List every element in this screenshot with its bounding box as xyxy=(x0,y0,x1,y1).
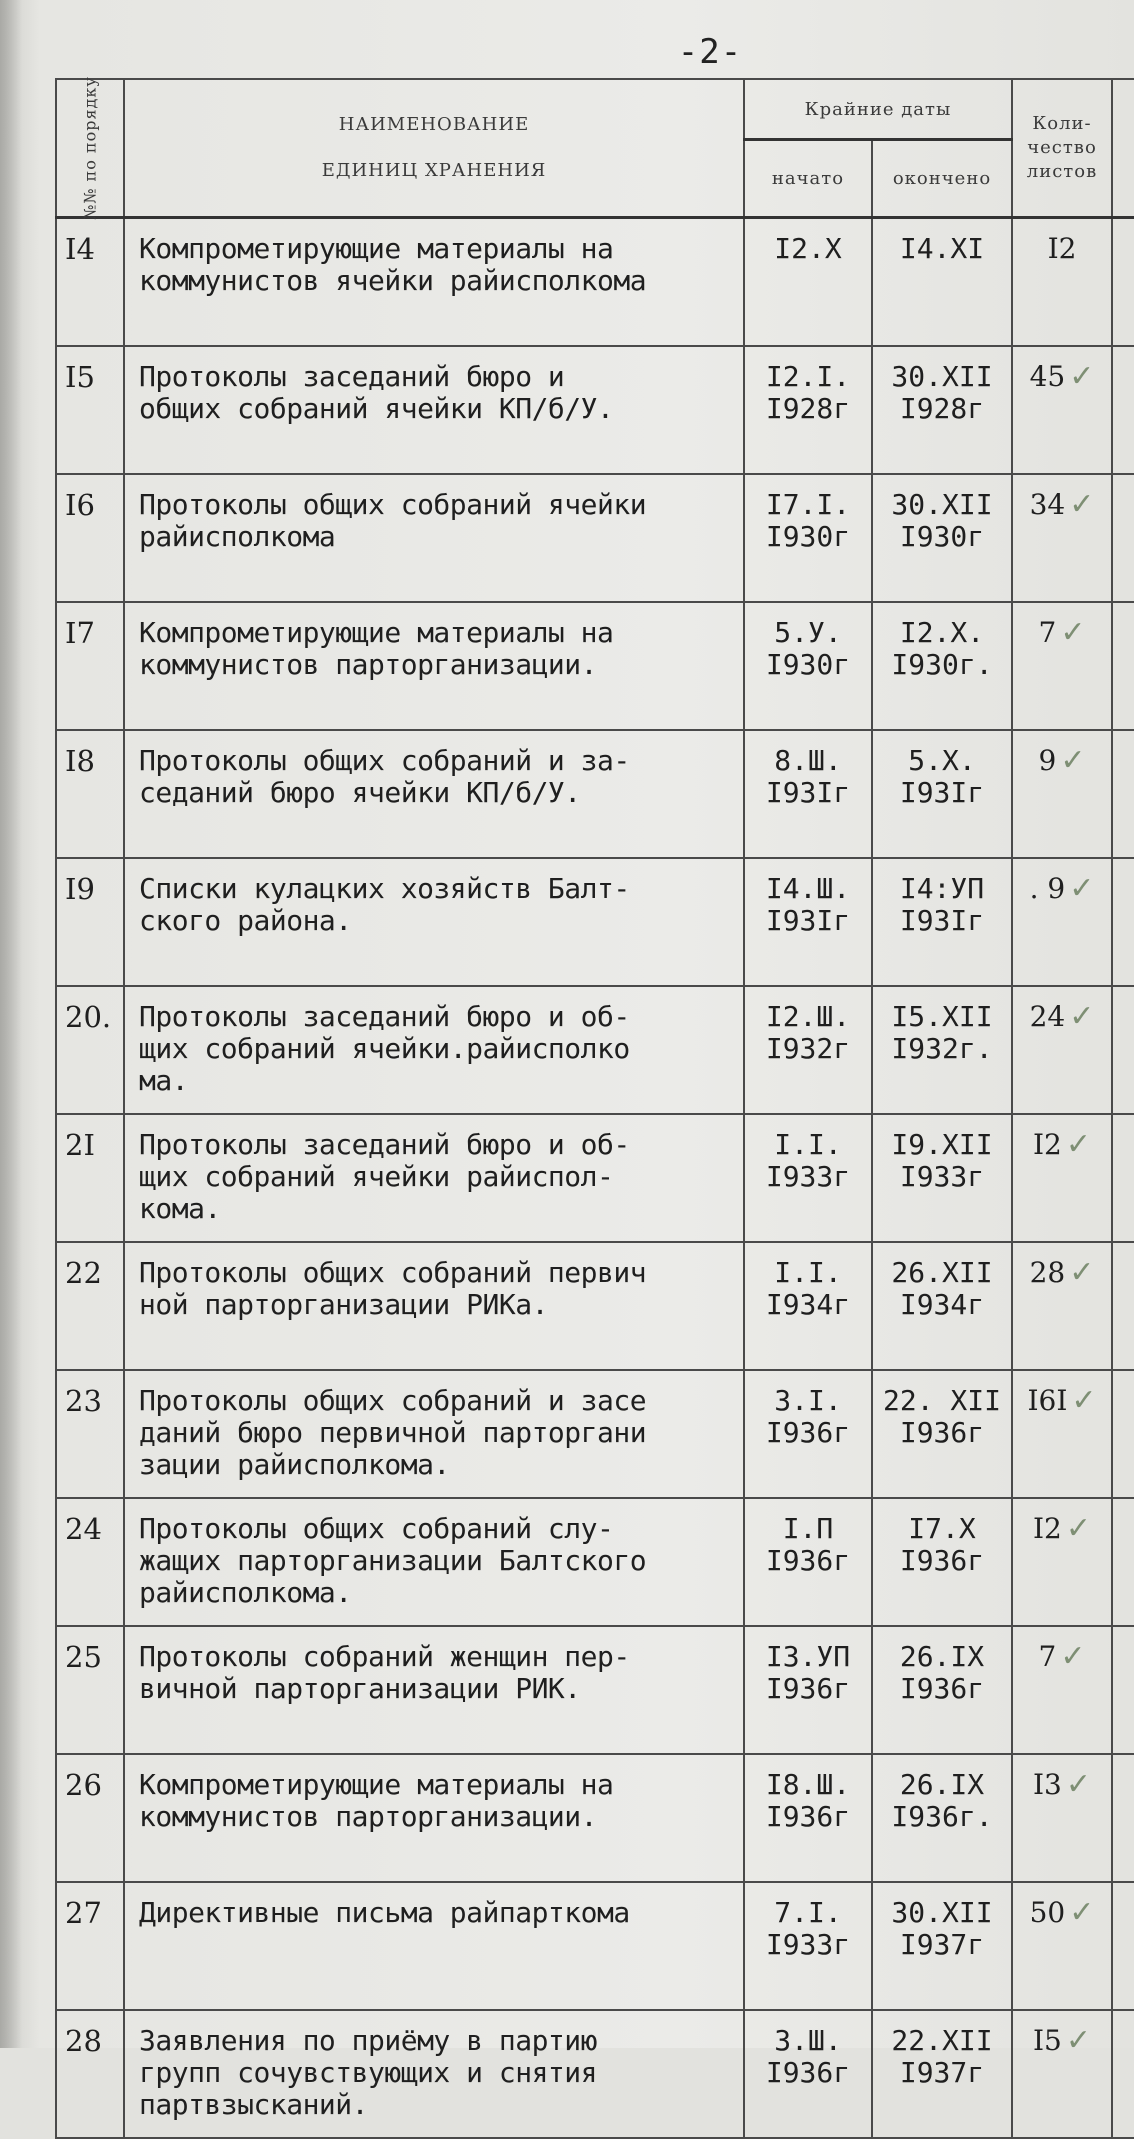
row-end-date: 22. XII I936г xyxy=(872,1370,1012,1498)
row-sheet-count: 34 ✓ xyxy=(1012,474,1112,602)
row-extra xyxy=(1112,1498,1134,1626)
row-number: 25 xyxy=(56,1626,124,1754)
checkmark-icon: ✓ xyxy=(1069,870,1095,906)
row-extra xyxy=(1112,602,1134,730)
row-start-date: I.I. I934г xyxy=(744,1242,872,1370)
row-start-date: I.I. I933г xyxy=(744,1114,872,1242)
row-number: 23 xyxy=(56,1370,124,1498)
row-number: 27 xyxy=(56,1882,124,2010)
row-title: Списки кулацких хозяйств Балт- ского района. xyxy=(124,858,744,986)
row-extra xyxy=(1112,1370,1134,1498)
row-extra xyxy=(1112,474,1134,602)
row-sheet-count: 7 ✓ xyxy=(1012,1626,1112,1754)
row-sheet-count: I2 ✓ xyxy=(1012,1498,1112,1626)
checkmark-icon: ✓ xyxy=(1069,1894,1095,1930)
row-sheet-count: . 9 ✓ xyxy=(1012,858,1112,986)
row-number: 20. xyxy=(56,986,124,1114)
row-end-date: I9.XII I933г xyxy=(872,1114,1012,1242)
row-number: 24 xyxy=(56,1498,124,1626)
row-extra xyxy=(1112,1242,1134,1370)
row-sheet-count: 9 ✓ xyxy=(1012,730,1112,858)
table-row xyxy=(56,1114,1134,1242)
inventory-table xyxy=(55,78,1134,2139)
row-title: Протоколы общих собраний и за- седаний бюро ячейки КП/б/У. xyxy=(124,730,744,858)
checkmark-icon: ✓ xyxy=(1069,486,1095,522)
row-number: I8 xyxy=(56,730,124,858)
table-row xyxy=(56,1626,1134,1754)
checkmark-icon: ✓ xyxy=(1065,1510,1091,1546)
row-number: 2I xyxy=(56,1114,124,1242)
row-sheet-count: 28 ✓ xyxy=(1012,1242,1112,1370)
table-header xyxy=(56,76,1134,220)
row-extra xyxy=(1112,346,1134,474)
header-dates: Крайние даты xyxy=(744,79,1012,140)
row-title: Протоколы заседаний бюро и об- щих собраний ячейки.райисполко ма. xyxy=(124,986,744,1114)
checkmark-icon: ✓ xyxy=(1060,614,1086,650)
checkmark-icon: ✓ xyxy=(1065,2022,1091,2058)
table-row xyxy=(56,1498,1134,1626)
row-start-date: 5.У. I930г xyxy=(744,602,872,730)
row-start-date: I2.X xyxy=(744,218,872,346)
row-title: Протоколы собраний женщин пер- вичной парторганизации РИК. xyxy=(124,1626,744,1754)
table-row xyxy=(56,346,1134,474)
checkmark-icon: ✓ xyxy=(1071,1382,1097,1418)
row-title: Компрометирующие материалы на коммунистов парторганизации. xyxy=(124,602,744,730)
row-title: Протоколы общих собраний и засе даний бюро первичной парторгани зации райисполкома. xyxy=(124,1370,744,1498)
row-end-date: 30.XII I928г xyxy=(872,346,1012,474)
row-start-date: I2.Ш. I932г xyxy=(744,986,872,1114)
row-title: Протоколы заседаний бюро и общих собраний ячейки КП/б/У. xyxy=(124,346,744,474)
row-end-date: I2.X. I930г. xyxy=(872,602,1012,730)
row-sheet-count: 24 ✓ xyxy=(1012,986,1112,1114)
row-end-date: 30.XII I937г xyxy=(872,1882,1012,2010)
table-row xyxy=(56,1754,1134,1882)
row-end-date: 22.XII I937г xyxy=(872,2010,1012,2138)
row-start-date: I4.Ш. I93Iг xyxy=(744,858,872,986)
table-row xyxy=(56,1882,1134,2010)
row-start-date: 8.Ш. I93Iг xyxy=(744,730,872,858)
row-sheet-count: I2 xyxy=(1012,218,1112,346)
header-name: НАИМЕНОВАНИЕ ЕДИНИЦ ХРАНЕНИЯ xyxy=(124,79,744,218)
row-extra xyxy=(1112,218,1134,346)
row-extra xyxy=(1112,858,1134,986)
row-extra xyxy=(1112,1754,1134,1882)
table-row xyxy=(56,1242,1134,1370)
row-end-date: 26.IX I936г. xyxy=(872,1754,1012,1882)
row-start-date: I2.I. I928г xyxy=(744,346,872,474)
row-extra xyxy=(1112,730,1134,858)
row-start-date: 3.I. I936г xyxy=(744,1370,872,1498)
table-row xyxy=(56,730,1134,858)
row-title: Протоколы общих собраний слу- жащих парторганизации Балтского райисполкома. xyxy=(124,1498,744,1626)
row-end-date: 30.XII I930г xyxy=(872,474,1012,602)
table-body xyxy=(56,218,1134,2138)
row-sheet-count: I3 ✓ xyxy=(1012,1754,1112,1882)
row-extra xyxy=(1112,1626,1134,1754)
checkmark-icon: ✓ xyxy=(1069,358,1095,394)
row-title: Протоколы общих собраний ячейки райисполкома xyxy=(124,474,744,602)
row-number: 22 xyxy=(56,1242,124,1370)
row-number: 28 xyxy=(56,2010,124,2138)
row-number: I9 xyxy=(56,858,124,986)
row-extra xyxy=(1112,1882,1134,2010)
row-sheet-count: 45 ✓ xyxy=(1012,346,1112,474)
row-end-date: 26.IX I936г xyxy=(872,1626,1012,1754)
checkmark-icon: ✓ xyxy=(1060,742,1086,778)
checkmark-icon: ✓ xyxy=(1060,1638,1086,1674)
row-number: I6 xyxy=(56,474,124,602)
row-end-date: I4:УП I93Iг xyxy=(872,858,1012,986)
row-title: Директивные письма райпарткома xyxy=(124,1882,744,2010)
row-extra xyxy=(1112,1114,1134,1242)
header-start: начато xyxy=(744,140,872,218)
table-row xyxy=(56,218,1134,346)
table-row xyxy=(56,986,1134,1114)
row-title: Компрометирующие материалы на коммунистов ячейки райисполкома xyxy=(124,218,744,346)
header-quantity: Коли-чество листов xyxy=(1012,79,1112,218)
row-end-date: I7.X I936г xyxy=(872,1498,1012,1626)
row-extra xyxy=(1112,986,1134,1114)
row-sheet-count: 50 ✓ xyxy=(1012,1882,1112,2010)
row-sheet-count: 7 ✓ xyxy=(1012,602,1112,730)
row-start-date: 7.I. I933г xyxy=(744,1882,872,2010)
row-start-date: I3.УП I936г xyxy=(744,1626,872,1754)
row-start-date: I7.I. I930г xyxy=(744,474,872,602)
header-extra xyxy=(1112,79,1134,218)
row-end-date: 5.X. I93Iг xyxy=(872,730,1012,858)
row-number: 26 xyxy=(56,1754,124,1882)
row-start-date: 3.Ш. I936г xyxy=(744,2010,872,2138)
row-title: Протоколы заседаний бюро и об- щих собраний ячейки райиспол- кома. xyxy=(124,1114,744,1242)
row-number: I4 xyxy=(56,218,124,346)
page-edge-shadow xyxy=(0,0,22,2048)
table-row xyxy=(56,2010,1134,2138)
page-number: -2- xyxy=(677,32,743,72)
checkmark-icon: ✓ xyxy=(1069,998,1095,1034)
row-start-date: I.П I936г xyxy=(744,1498,872,1626)
header-end: окончено xyxy=(872,140,1012,218)
row-end-date: I4.XI xyxy=(872,218,1012,346)
row-title: Компрометирующие материалы на коммунистов парторганизации. xyxy=(124,1754,744,1882)
row-title: Заявления по приёму в партию групп сочувствующих и снятия партвзысканий. xyxy=(124,2010,744,2138)
row-end-date: I5.XII I932г. xyxy=(872,986,1012,1114)
table-row xyxy=(56,602,1134,730)
row-extra xyxy=(1112,2010,1134,2138)
table-row xyxy=(56,474,1134,602)
header-number: №№ по порядку xyxy=(56,79,124,218)
row-sheet-count: I2 ✓ xyxy=(1012,1114,1112,1242)
table-row xyxy=(56,1370,1134,1498)
checkmark-icon: ✓ xyxy=(1065,1766,1091,1802)
row-number: I5 xyxy=(56,346,124,474)
row-start-date: I8.Ш. I936г xyxy=(744,1754,872,1882)
row-sheet-count: I6I ✓ xyxy=(1012,1370,1112,1498)
checkmark-icon: ✓ xyxy=(1069,1254,1095,1290)
table-row xyxy=(56,858,1134,986)
row-title: Протоколы общих собраний первич ной парторганизации РИКа. xyxy=(124,1242,744,1370)
checkmark-icon: ✓ xyxy=(1065,1126,1091,1162)
row-number: I7 xyxy=(56,602,124,730)
row-end-date: 26.XII I934г xyxy=(872,1242,1012,1370)
row-sheet-count: I5 ✓ xyxy=(1012,2010,1112,2138)
